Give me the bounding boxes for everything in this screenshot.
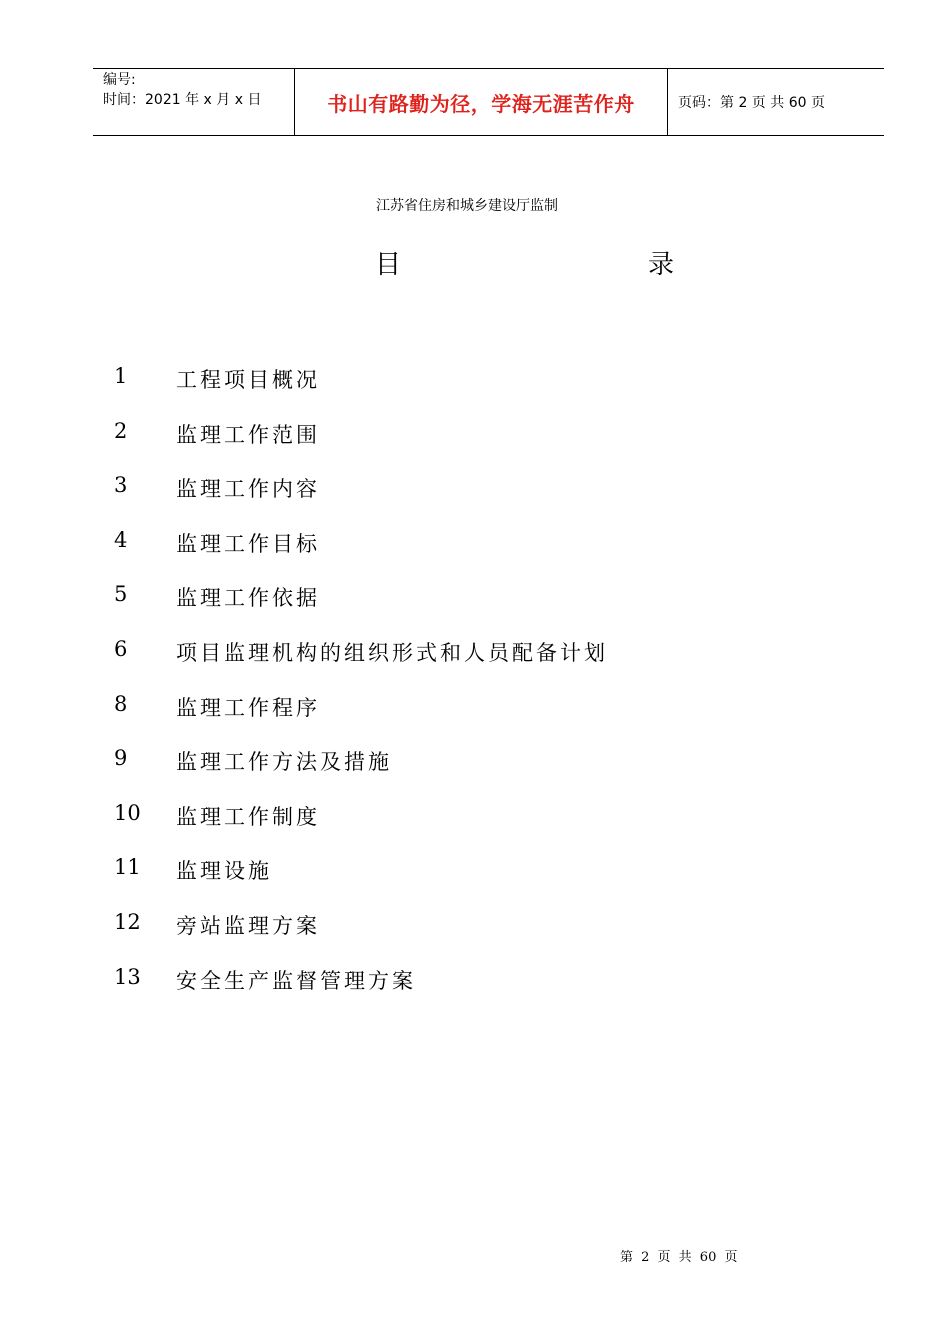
toc-item-number: 10: [114, 800, 141, 825]
toc-item-number: 5: [114, 582, 128, 607]
toc-item-number: 4: [114, 527, 128, 552]
time-label: 时间：2021 年 x 月 x 日: [103, 92, 262, 108]
toc-item-number: 8: [114, 691, 128, 716]
toc-item-text: 监理工作制度: [176, 804, 320, 829]
toc-item-number: 6: [114, 636, 128, 661]
toc-item-number: 9: [114, 746, 128, 771]
toc-item-text: 旁站监理方案: [176, 913, 320, 938]
toc-item-text: 安全生产监督管理方案: [176, 968, 416, 993]
toc-item-text: 监理工作内容: [176, 477, 320, 502]
toc-item: [114, 360, 874, 415]
header-motto-cell: [295, 69, 668, 135]
toc-item: [114, 415, 874, 470]
toc-item: [114, 797, 874, 852]
toc-item: [114, 524, 874, 579]
toc-item-text: 监理工作范围: [176, 422, 320, 447]
toc-item-text: 项目监理机构的组织形式和人员配备计划: [176, 640, 608, 665]
header-table: [93, 68, 884, 136]
page-info: 页码：第 2 页 共 60 页: [678, 95, 825, 111]
toc-item: [114, 851, 874, 906]
toc-item-number: 2: [114, 418, 128, 443]
toc-item-text: 监理设施: [176, 859, 272, 884]
toc-item: [114, 469, 874, 524]
toc-item-number: 3: [114, 473, 128, 498]
footer-page-number: 第 2 页 共 60 页: [620, 1250, 738, 1265]
toc-item: [114, 742, 874, 797]
header-page-cell: [668, 69, 884, 135]
toc-item-number: 1: [114, 364, 128, 388]
toc-title-left: 目: [375, 250, 402, 280]
toc-item: [114, 633, 874, 688]
toc-item-text: 监理工作依据: [176, 586, 320, 611]
toc-item-text: 工程项目概况: [176, 368, 320, 392]
toc-item-text: 监理工作目标: [176, 531, 320, 556]
toc-item: [114, 961, 874, 1016]
toc-item: [114, 688, 874, 743]
toc-item-number: 12: [114, 909, 141, 934]
agency-line: 江苏省住房和城乡建设厅监制: [376, 198, 558, 214]
serial-label: 编号:: [103, 72, 136, 88]
toc-item-text: 监理工作方法及措施: [176, 750, 392, 775]
toc-item: [114, 578, 874, 633]
toc-item-number: 11: [114, 855, 141, 880]
motto-text: 书山有路勤为径，学海无涯苦作舟: [327, 91, 635, 116]
toc-item-number: 13: [114, 964, 141, 989]
toc-item: [114, 906, 874, 961]
toc-title-right: 录: [648, 250, 675, 280]
toc-list: [114, 360, 874, 1015]
toc-title: [0, 244, 950, 280]
toc-item-text: 监理工作程序: [176, 695, 320, 720]
header-meta-cell: [93, 69, 295, 135]
